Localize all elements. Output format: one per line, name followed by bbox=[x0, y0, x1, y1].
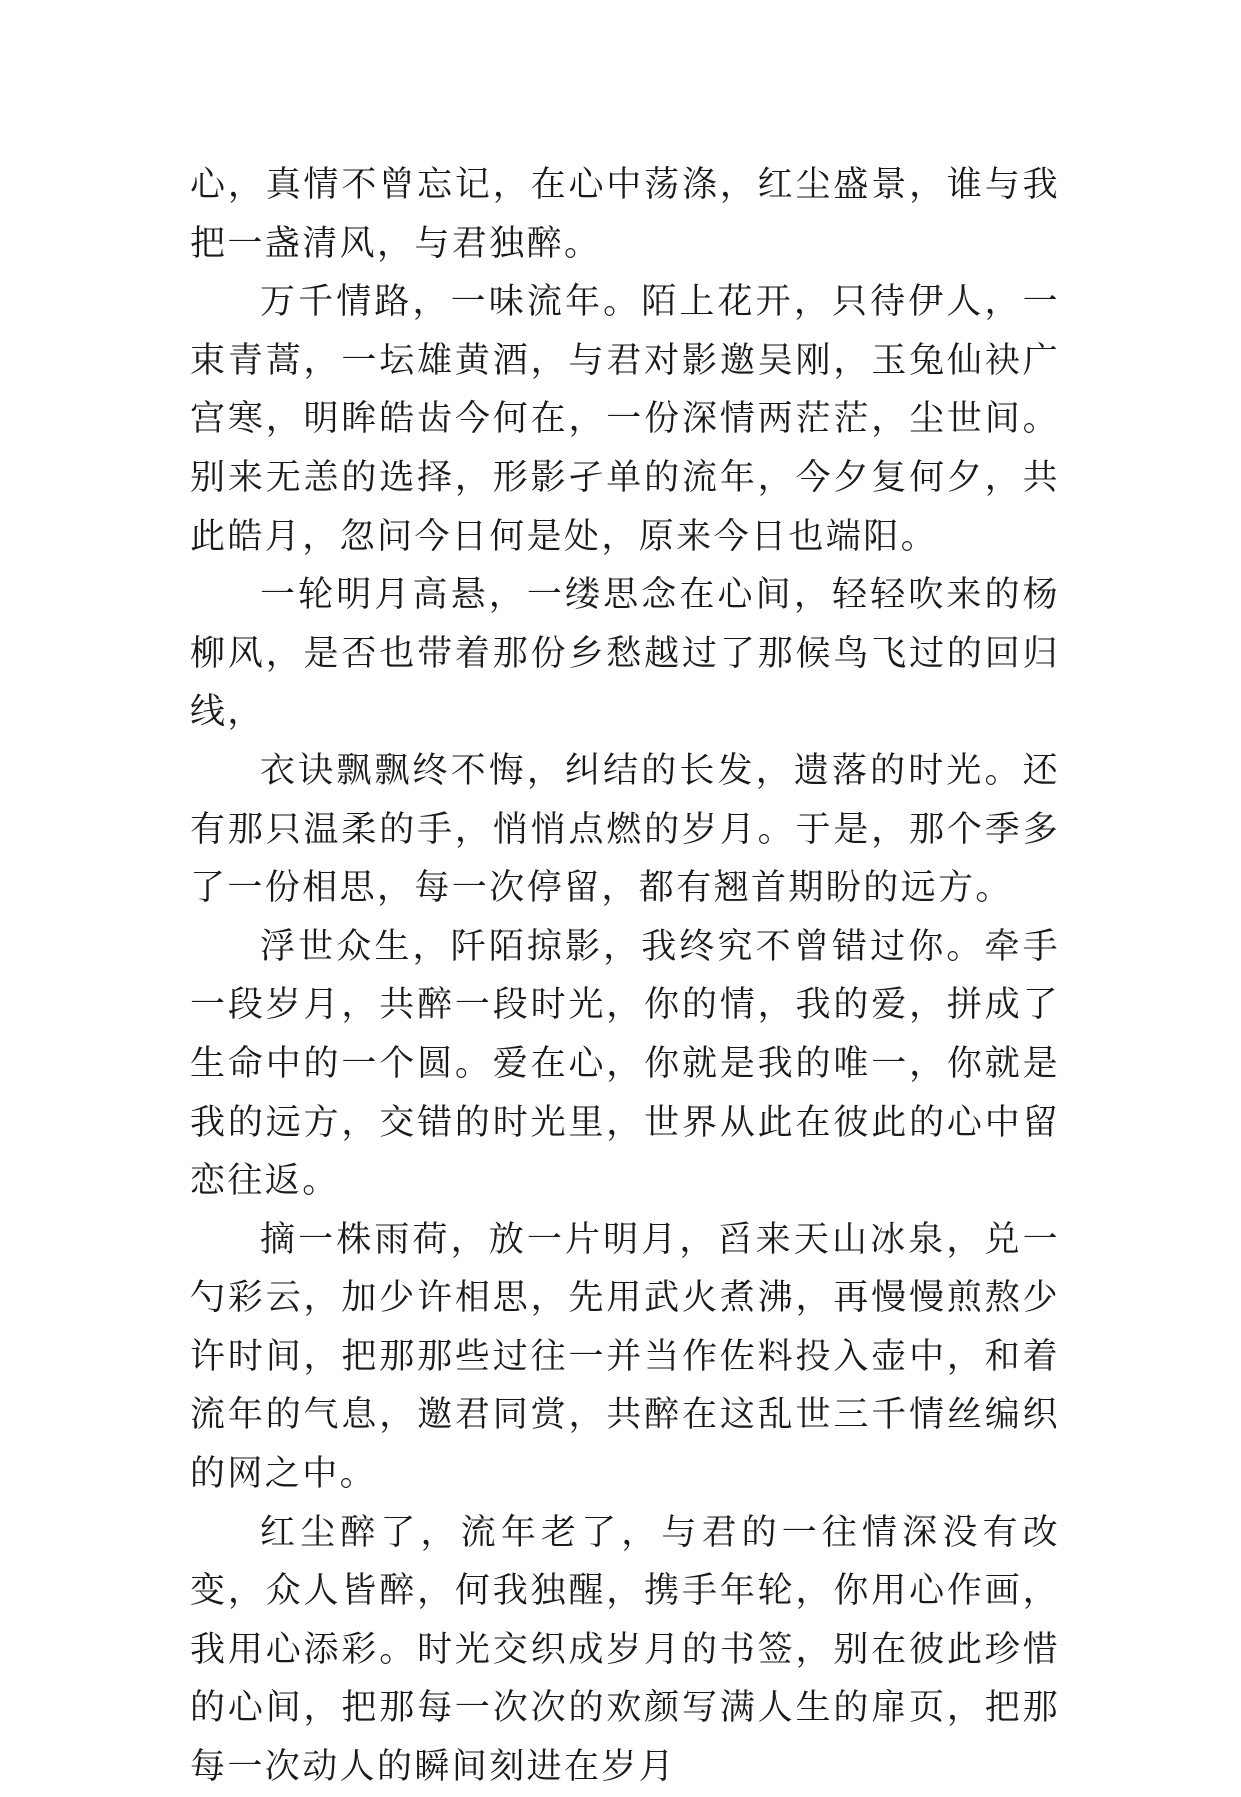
paragraph-5: 浮世众生，阡陌掠影，我终究不曾错过你。牵手一段岁月，共醉一段时光，你的情，我的爱，拼成了生命中的一个圆。爱在心，你就是我的唯一，你就是我的远方，交错的时光里，世界从此在彼此的心中留恋往返。 bbox=[190, 926, 1060, 1202]
paragraph-4: 衣诀飘飘终不悔，纠结的长发，遗落的时光。还有那只温柔的手，悄悄点燃的岁月。于是，那个季多了一份相思，每一次停留，都有翘首期盼的远方。 bbox=[190, 750, 1060, 909]
paragraph-2: 万千情路，一味流年。陌上花开，只待伊人，一束青蒿，一坛雄黄酒，与君对影邀吴刚，玉兔仙袂广宫寒，明眸皓齿今何在，一份深情两茫茫，尘世间。别来无恙的选择，形影孑单的流年，今夕复何夕，共此皓月，忽问今日何是处，原来今日也端阳。 bbox=[190, 282, 1060, 557]
body-text bbox=[190, 156, 1060, 1797]
paragraph-1: 心，真情不曾忘记，在心中荡涤，红尘盛景，谁与我把一盏清风，与君独醉。 bbox=[190, 165, 1060, 264]
paragraph-3: 一轮明月高悬，一缕思念在心间，轻轻吹来的杨柳风，是否也带着那份乡愁越过了那候鸟飞过的回归线， bbox=[190, 575, 1060, 733]
paragraph-7: 红尘醉了，流年老了，与君的一往情深没有改变，众人皆醉，何我独醒，携手年轮，你用心作画，我用心添彩。时光交织成岁月的书签，别在彼此珍惜的心间，把那每一次次的欢颜写满人生的扉页，把那每一次动人的瞬间刻进在岁月 bbox=[190, 1512, 1060, 1788]
paragraph-6: 摘一株雨荷，放一片明月，舀来天山冰泉，兑一勺彩云，加少许相思，先用武火煮沸，再慢慢煎熬少许时间，把那那些过往一并当作佐料投入壶中，和着流年的气息，邀君同赏，共醉在这乱世三千情丝编织的网之中。 bbox=[190, 1219, 1060, 1495]
